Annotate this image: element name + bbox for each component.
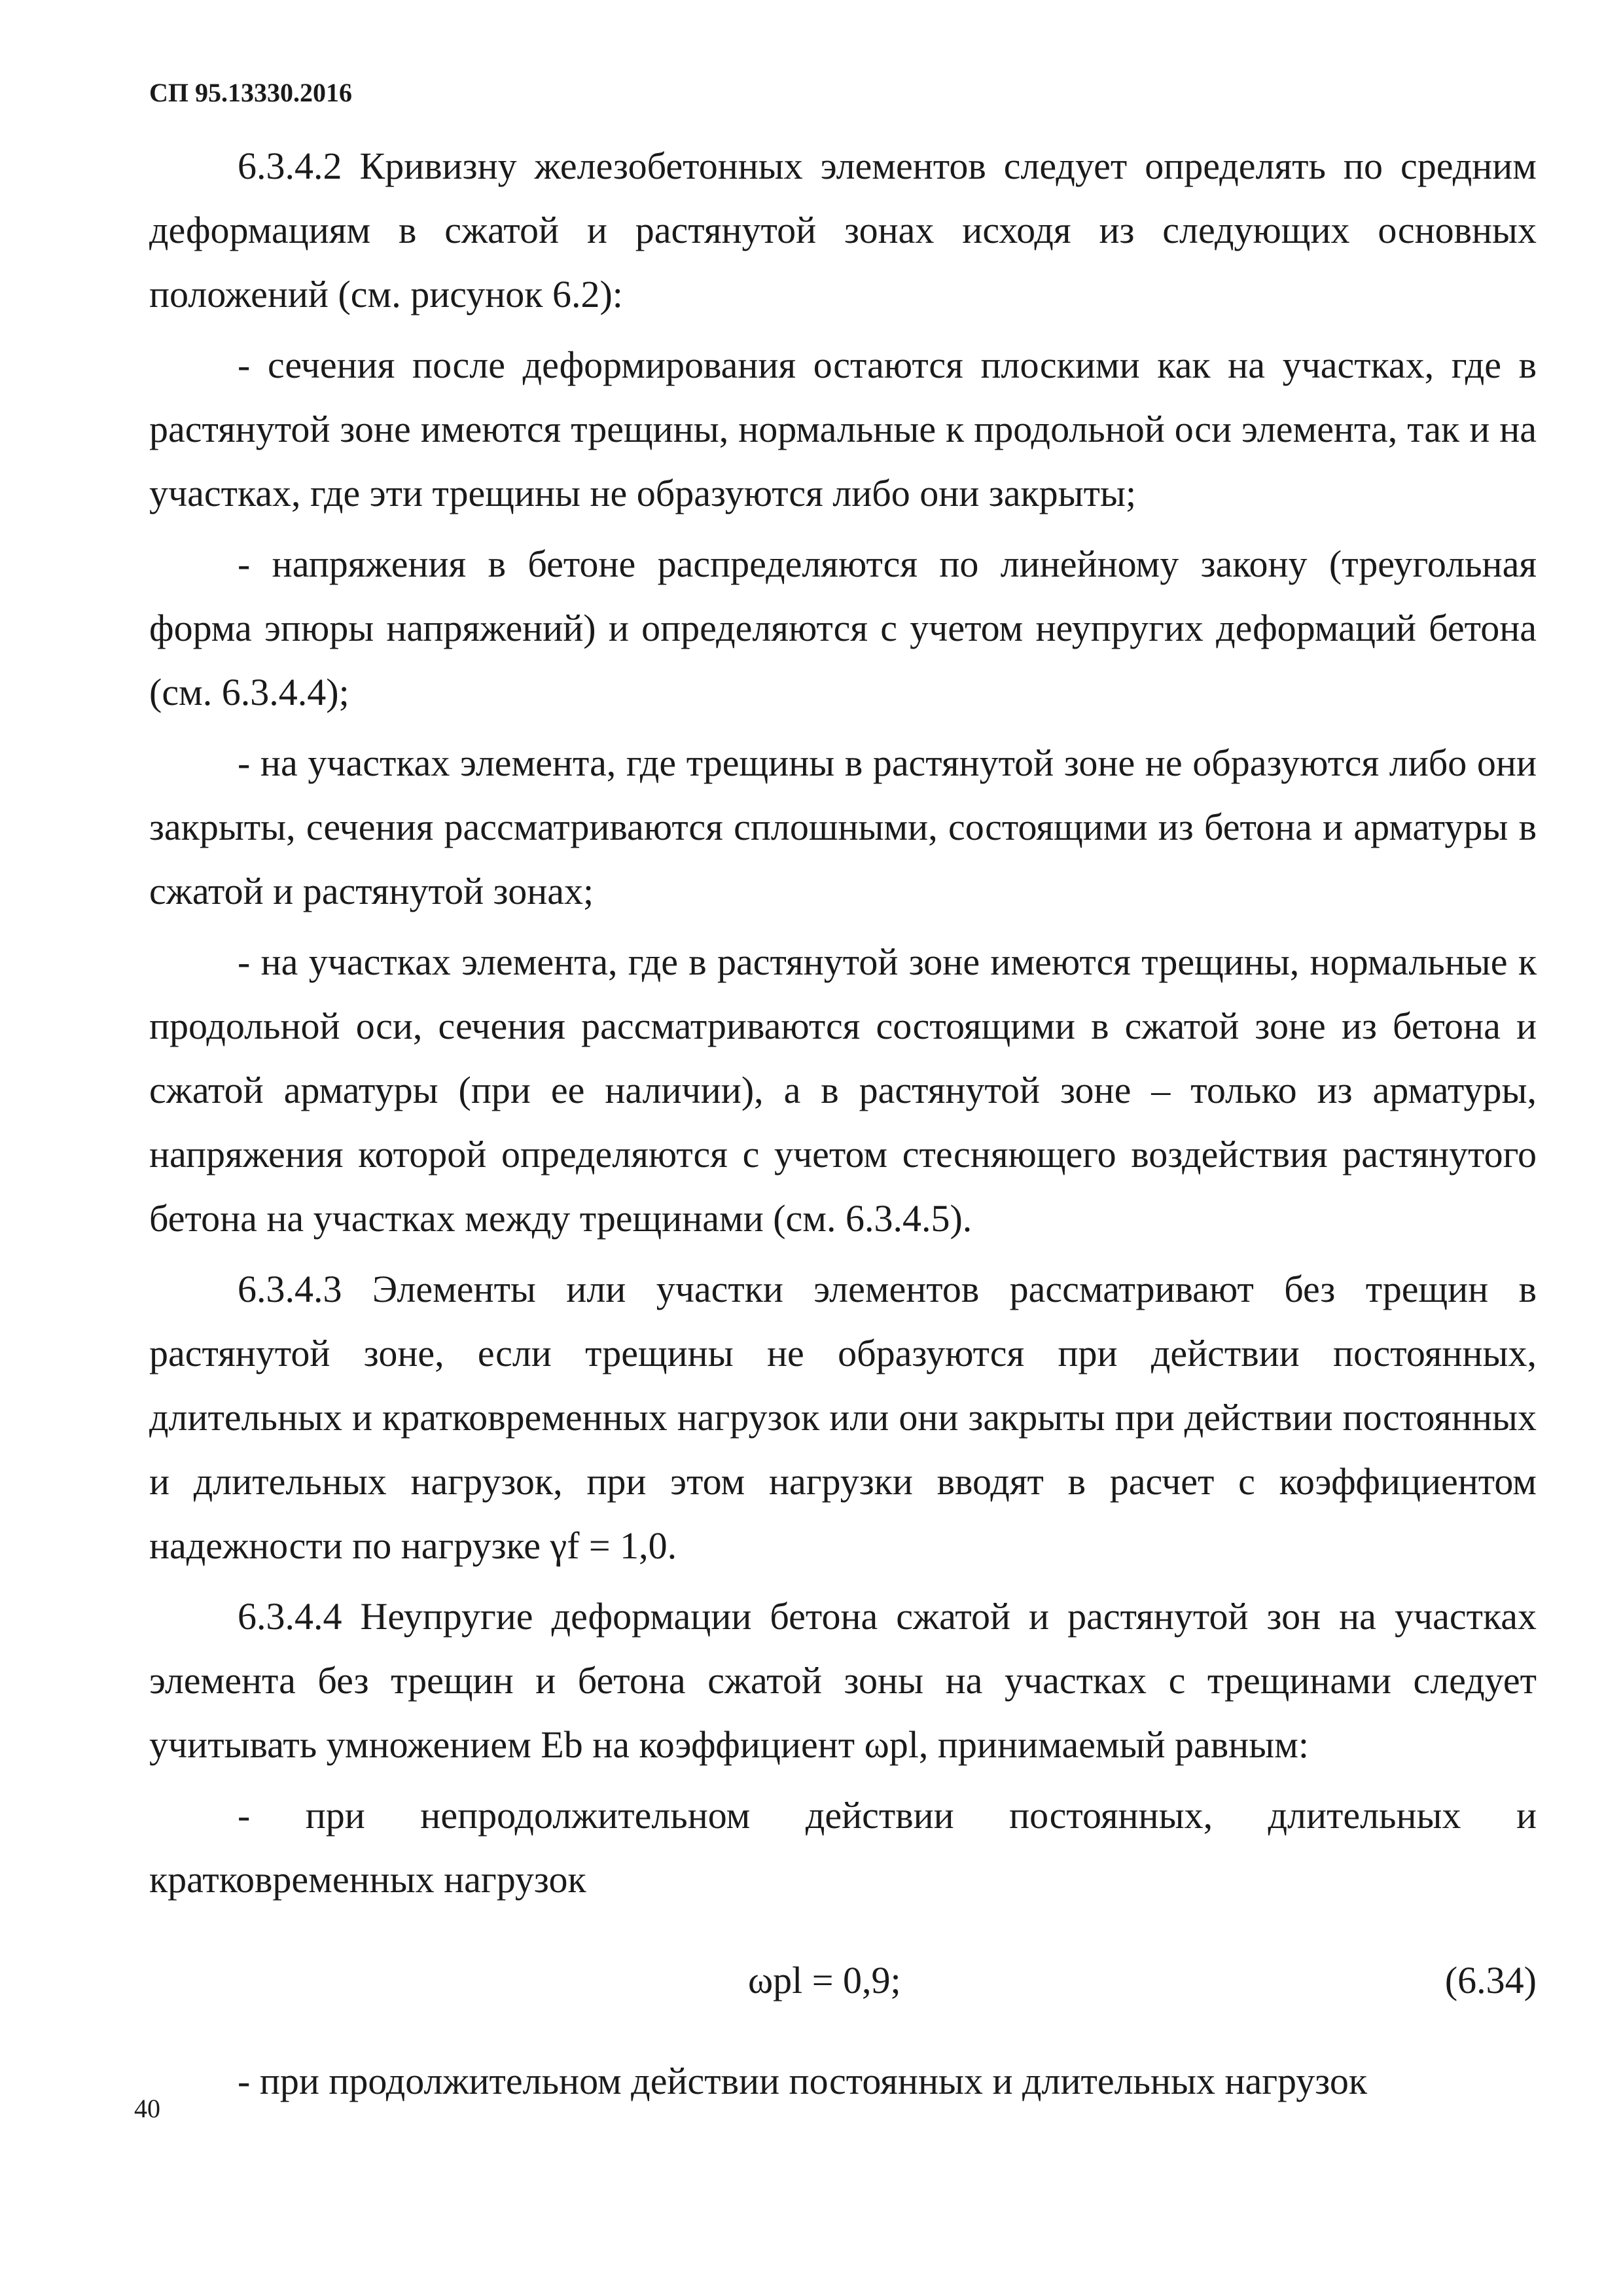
- formula-6-34: [149, 1948, 1537, 2013]
- list-item-linear-stress: - напряжения в бетоне распределяются по линейному закону (треугольная форма эпюры напряжений) и определяются с учетом неупругих деформаций бетона (см. 6.3.4.4);: [149, 543, 1537, 713]
- paragraph-6-3-4-3: 6.3.4.3 Элементы или участки элементов рассматривают без трещин в растянутой зоне, если трещины не образуются при действии постоянных, длительных и кратковременных нагрузок или они закрыты при действии постоянных и длительных нагрузок, при этом нагрузки вводят в расчет с коэффициентом надежности по нагрузке γf = 1,0.: [149, 1268, 1537, 1567]
- formula-expression: ωpl = 0,9;: [748, 1959, 901, 2001]
- list-item-solid-sections: - на участках элемента, где трещины в растянутой зоне не образуются либо они закрыты, сечения рассматриваются сплошными, состоящими из бетона и арматуры в сжатой и растянутой зонах;: [149, 742, 1537, 912]
- document-body: [149, 134, 1537, 2120]
- list-item-cracked-sections: - на участках элемента, где в растянутой зоне имеются трещины, нормальные к продольной оси, сечения рассматриваются состоящими в сжатой зоне из бетона и сжатой арматуры (при ее наличии), а в растянутой зоне – только из арматуры, напряжения которой определяются с учетом стесняющего воздействия растянутого бетона на участках между трещинами (см. 6.3.4.5).: [149, 941, 1537, 1240]
- list-item-plane-sections: - сечения после деформирования остаются плоскими как на участках, где в растянутой зоне имеются трещины, нормальные к продольной оси элемента, так и на участках, где эти трещины не образуются либо они закрыты;: [149, 344, 1537, 514]
- document-header: СП 95.13330.2016: [149, 78, 352, 107]
- paragraph-6-3-4-2: 6.3.4.2 Кривизну железобетонных элементов следует определять по средним деформациям в сжатой и растянутой зонах исходя из следующих основных положений (см. рисунок 6.2):: [149, 145, 1537, 315]
- page-number: 40: [134, 2094, 160, 2123]
- list-item-long-term-loads: - при продолжительном действии постоянных и длительных нагрузок: [238, 2060, 1368, 2102]
- formula-number: (6.34): [1444, 1959, 1537, 2001]
- list-item-short-term-loads: - при непродолжительном действии постоянных, длительных и кратковременных нагрузок: [149, 1794, 1537, 1901]
- paragraph-6-3-4-4: 6.3.4.4 Неупругие деформации бетона сжатой и растянутой зон на участках элемента без трещин и бетона сжатой зоны на участках с трещинами следует учитывать умножением Eb на коэффициент ωpl, принимаемый равным:: [149, 1595, 1537, 1766]
